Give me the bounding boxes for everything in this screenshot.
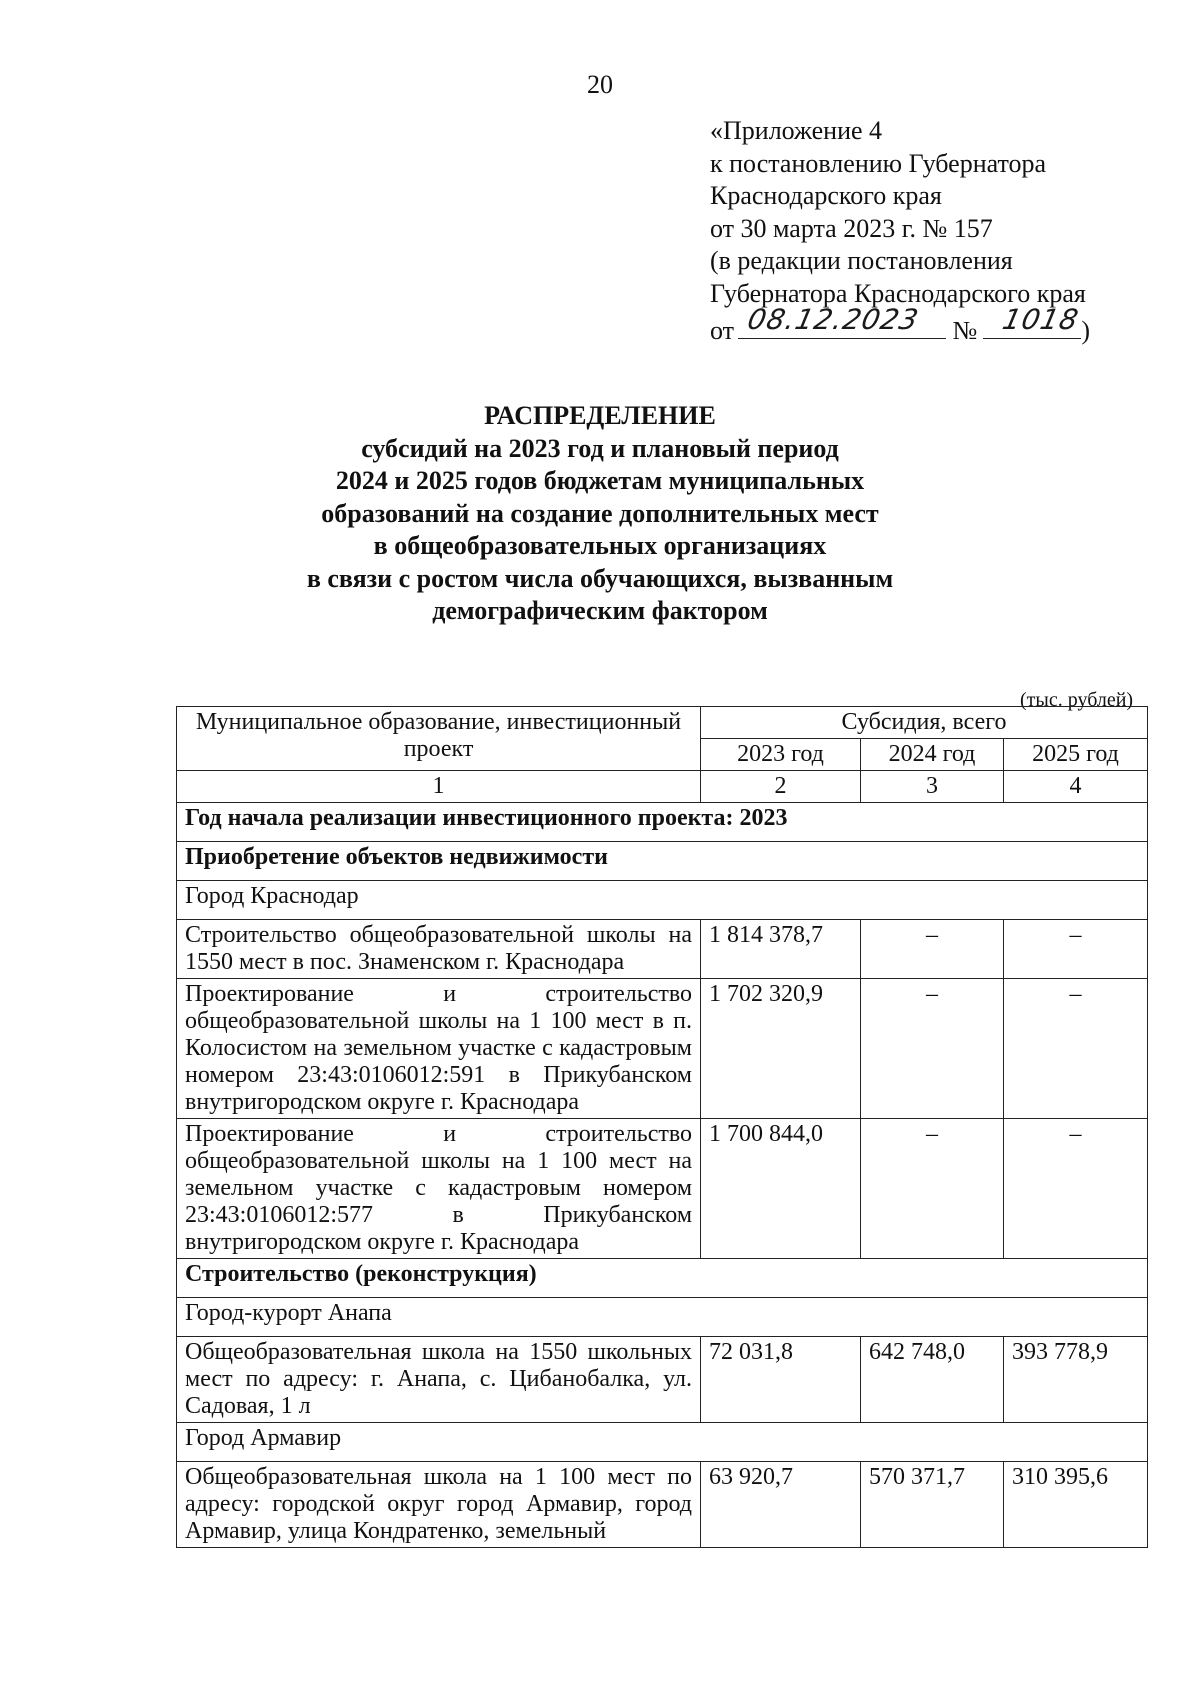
number-label: № bbox=[952, 316, 978, 345]
value-2023: 1 702 320,9 bbox=[701, 979, 861, 1119]
table-header-row bbox=[177, 707, 1148, 739]
column-number: 4 bbox=[1004, 771, 1148, 803]
column-number: 1 bbox=[177, 771, 701, 803]
appendix-line: Краснодарского края bbox=[710, 181, 942, 210]
table-row bbox=[177, 1462, 1148, 1548]
value-2025: – bbox=[1004, 920, 1148, 979]
value-2023: 1 700 844,0 bbox=[701, 1119, 861, 1259]
header-year: 2023 год bbox=[701, 739, 861, 771]
document-title bbox=[0, 400, 1200, 628]
value-2025: – bbox=[1004, 1119, 1148, 1259]
start-year-header: Год начала реализации инвестиционного проекта: 2023 bbox=[177, 803, 1148, 842]
title-line: субсидий на 2023 год и плановый период bbox=[361, 433, 839, 463]
title-line: 2024 и 2025 годов бюджетам муниципальных bbox=[335, 466, 865, 495]
table-row bbox=[177, 803, 1148, 842]
header-subsidy-total: Субсидия, всего bbox=[701, 707, 1148, 739]
table-row bbox=[177, 881, 1148, 920]
units-label: (тыс. рублей) bbox=[1020, 689, 1134, 711]
value-2025: 393 778,9 bbox=[1004, 1337, 1148, 1423]
municipality-name: Город Армавир bbox=[177, 1423, 1148, 1462]
value-2023: 72 031,8 bbox=[701, 1337, 861, 1423]
header-year: 2024 год bbox=[861, 739, 1004, 771]
header-municipality: Муниципальное образование, инвестиционный проект bbox=[177, 707, 701, 771]
municipality-name: Город-курорт Анапа bbox=[177, 1298, 1148, 1337]
table-row bbox=[177, 979, 1148, 1119]
project-name: Проектирование и строительство общеобразовательной школы на 1 100 мест в п. Колосистом на земельном участке с кадастровым номером 23:43:0106012:591 в Прикубанском внутригородском округе г. Краснодара bbox=[177, 979, 701, 1119]
appendix-line: (в редакции постановления bbox=[710, 246, 1013, 275]
column-number: 3 bbox=[861, 771, 1004, 803]
page-number: 20 bbox=[587, 70, 613, 99]
project-name: Общеобразовательная школа на 1 100 мест по адресу: городской округ город Армавир, город Армавир, улица Кондратенко, земельный bbox=[177, 1462, 701, 1548]
table-row bbox=[177, 1423, 1148, 1462]
column-numbers-row bbox=[177, 771, 1148, 803]
value-2024: 570 371,7 bbox=[861, 1462, 1004, 1548]
closing-paren: ) bbox=[1081, 316, 1091, 345]
title-line: в связи с ростом числа обучающихся, вызванным bbox=[306, 563, 894, 593]
date-field bbox=[738, 302, 946, 339]
handwritten-number: 1018 bbox=[999, 302, 1083, 336]
value-2023: 63 920,7 bbox=[701, 1462, 861, 1548]
appendix-line: «Приложение 4 bbox=[710, 116, 883, 145]
appendix-date-line bbox=[710, 302, 1091, 348]
section-header: Строительство (реконструкция) bbox=[177, 1259, 1148, 1298]
column-number: 2 bbox=[701, 771, 861, 803]
value-2024: – bbox=[861, 920, 1004, 979]
title-line: демографическим фактором bbox=[432, 596, 768, 625]
value-2024: – bbox=[861, 1119, 1004, 1259]
handwritten-date: 08.12.2023 bbox=[744, 302, 923, 336]
subsidy-table bbox=[176, 706, 1148, 1548]
from-label: от bbox=[710, 316, 735, 345]
appendix-block bbox=[710, 115, 1090, 348]
title-line: в общеобразовательных организациях bbox=[373, 531, 827, 560]
number-field bbox=[983, 302, 1083, 339]
municipality-name: Город Краснодар bbox=[177, 881, 1148, 920]
value-2024: 642 748,0 bbox=[861, 1337, 1004, 1423]
title-line: РАСПРЕДЕЛЕНИЕ bbox=[484, 401, 716, 430]
table-row bbox=[177, 1337, 1148, 1423]
appendix-line: от 30 марта 2023 г. № 157 bbox=[710, 213, 993, 243]
table-row bbox=[177, 920, 1148, 979]
appendix-line: Губернатора Краснодарского края bbox=[710, 278, 1086, 308]
project-name: Строительство общеобразовательной школы на 1550 мест в пос. Знаменском г. Краснодара bbox=[177, 920, 701, 979]
section-header: Приобретение объектов недвижимости bbox=[177, 842, 1148, 881]
value-2023: 1 814 378,7 bbox=[701, 920, 861, 979]
project-name: Проектирование и строительство общеобразовательной школы на 1 100 мест на земельном участке с кадастровым номером 23:43:0106012:577 в Прикубанском внутригородском округе г. Краснодара bbox=[177, 1119, 701, 1259]
title-line: образований на создание дополнительных мест bbox=[321, 498, 879, 528]
table-row bbox=[177, 1298, 1148, 1337]
header-year: 2025 год bbox=[1004, 739, 1148, 771]
table-row bbox=[177, 842, 1148, 881]
value-2025: 310 395,6 bbox=[1004, 1462, 1148, 1548]
table-row bbox=[177, 1259, 1148, 1298]
value-2024: – bbox=[861, 979, 1004, 1119]
value-2025: – bbox=[1004, 979, 1148, 1119]
project-name: Общеобразовательная школа на 1550 школьных мест по адресу: г. Анапа, с. Цибанобалка, ул. Садовая, 1 л bbox=[177, 1337, 701, 1423]
table-row bbox=[177, 1119, 1148, 1259]
appendix-line: к постановлению Губернатора bbox=[710, 148, 1047, 178]
